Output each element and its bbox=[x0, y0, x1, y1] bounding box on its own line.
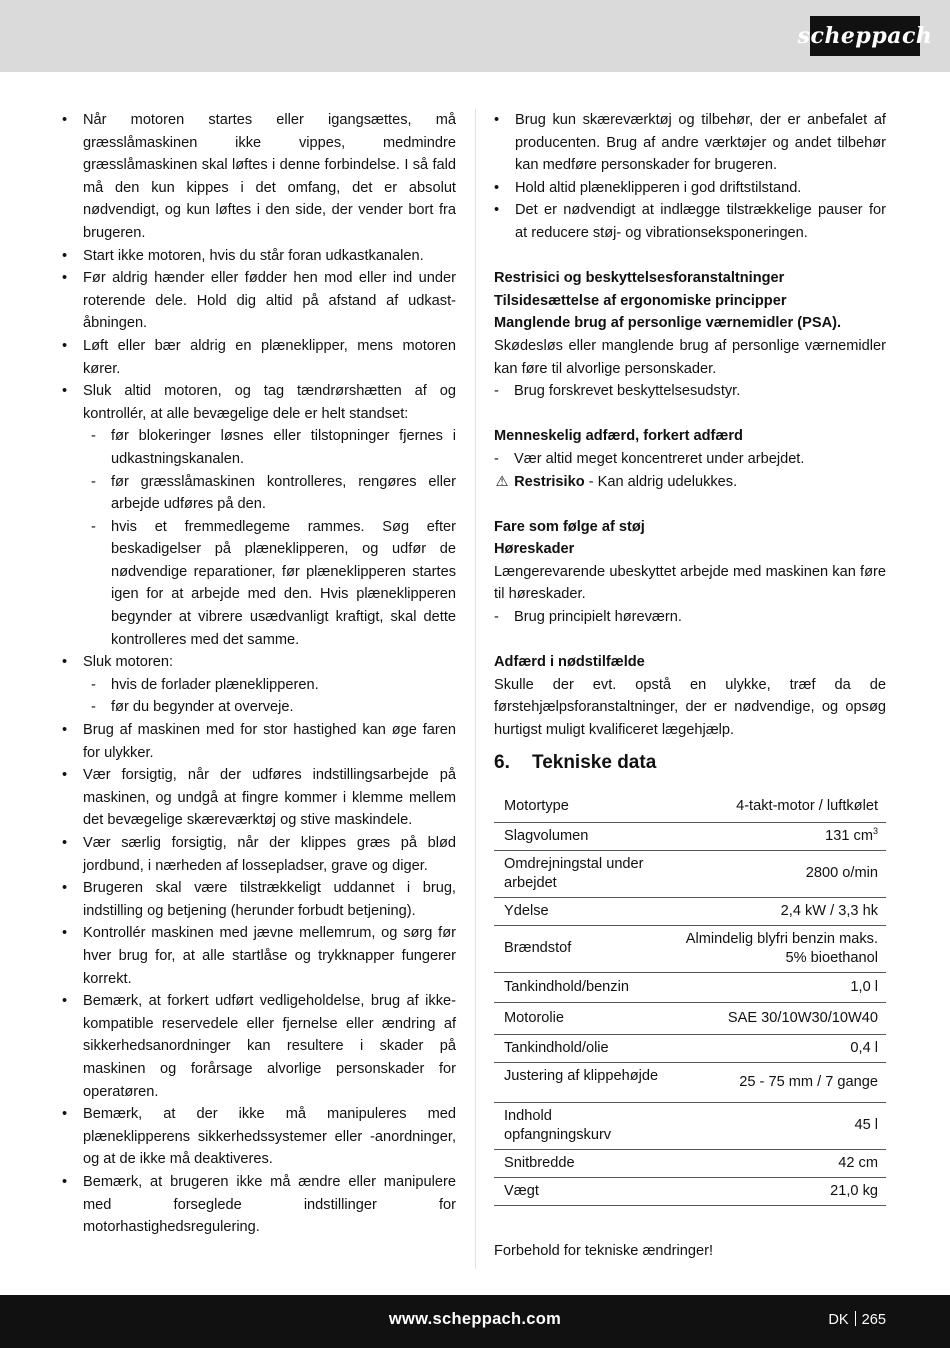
spec-value-text: 0,4 l bbox=[850, 1039, 878, 1056]
list-item: • Det er nødvendigt at indlægge tilstrækkelige pauser for at reducere støj- og vibrationseksponeringen. bbox=[494, 199, 886, 244]
warning-triangle-icon: ⚠ bbox=[495, 473, 509, 490]
section-title-text: Tekniske data bbox=[532, 751, 657, 773]
list-item bbox=[62, 651, 456, 719]
list-item-text: Når motoren startes eller igangsættes, må græsslåmaskinen ikke vippes, medmindre græsslåmaskinen skal løftes i denne forbindelse. I så fald må den kun kippes i det omfang, det er absolut nødvendigt, og kun løftes i den side, der vender bort fra brugeren. bbox=[83, 112, 456, 241]
list-item bbox=[62, 109, 456, 245]
section-title bbox=[494, 752, 886, 775]
list-item bbox=[62, 877, 456, 922]
list-item-text: Løft eller bær aldrig en plæneklipper, mens motoren kører. bbox=[83, 337, 456, 377]
column-divider bbox=[475, 109, 476, 1269]
spec-value-text: 4-takt-motor / luftkølet bbox=[736, 798, 878, 815]
language-code: DK bbox=[828, 1312, 849, 1328]
spec-value bbox=[670, 1062, 886, 1102]
list-item bbox=[62, 1171, 456, 1239]
footer-bar bbox=[0, 1295, 950, 1348]
spec-value-text: 2,4 kW / 3,3 hk bbox=[780, 902, 878, 919]
spec-value bbox=[670, 1102, 886, 1149]
spec-label: Motortype bbox=[494, 792, 670, 822]
heading-human-behaviour: Menneskelig adfærd, forkert adfærd bbox=[494, 428, 743, 445]
sub-list-item: - før græsslåmaskinen kontrolleres, rengøres eller arbejde udføres på den. bbox=[85, 471, 456, 516]
spec-row bbox=[494, 1102, 886, 1149]
page-num: 265 bbox=[861, 1312, 886, 1328]
section-number: 6. bbox=[494, 751, 510, 773]
list-item-text: Bemærk, at der ikke må manipuleres med plæneklipperens sikkerhedssystemer eller -anordninger, og at de ikke må deaktiveres. bbox=[83, 1106, 456, 1168]
spec-value bbox=[670, 897, 886, 925]
spec-row bbox=[494, 972, 886, 1002]
list-item bbox=[62, 1103, 456, 1171]
sub-list bbox=[83, 674, 456, 719]
spec-label: Tankindhold/benzin bbox=[494, 972, 670, 1002]
spec-row bbox=[494, 1002, 886, 1034]
spec-row bbox=[494, 1177, 886, 1205]
sub-list-item: - før blokeringer løsnes eller tilstopninger fjernes i udkastningskanalen. bbox=[85, 425, 456, 470]
list-item: • Hold altid plæneklipperen i god driftstilstand. bbox=[494, 177, 886, 200]
spec-value-text: 1,0 l bbox=[850, 978, 878, 995]
spec-value-text: 42 cm bbox=[838, 1154, 878, 1171]
list-item-text: Start ikke motoren, hvis du står foran udkastkanalen. bbox=[83, 247, 424, 264]
list-item-text: Bemærk, at forkert udført vedligeholdelse, brug af ikke-kompatible reservedele eller fjernelse eller ændring af sikkerhedsanordninger kan resultere i skader på maskinen og forårsage alvorlige personskader for operatøren. bbox=[83, 993, 456, 1100]
warning-label: Restrisiko bbox=[514, 473, 585, 490]
list-item-text: Brug af maskinen med for stor hastighed kan øge faren for ulykker. bbox=[83, 722, 456, 761]
heading-ppe: Manglende brug af personlige værnemidler (PSA). bbox=[494, 315, 842, 332]
spec-label: Snitbredde bbox=[494, 1149, 670, 1177]
spec-value-text: 25 - 75 mm / 7 gange bbox=[739, 1073, 878, 1090]
spec-value-text: 131 cm bbox=[825, 827, 873, 844]
heading-noise: Fare som følge af støj bbox=[494, 518, 645, 535]
spec-label: Justering af klippehøjde bbox=[494, 1062, 670, 1102]
list-item bbox=[62, 719, 456, 764]
footer-url[interactable]: www.scheppach.com bbox=[388, 1310, 562, 1328]
list-item: - Brug principielt høreværn. bbox=[494, 606, 886, 629]
list-item bbox=[62, 245, 456, 268]
ppe-dash-list bbox=[494, 380, 886, 403]
spec-row bbox=[494, 1062, 886, 1102]
spec-row bbox=[494, 792, 886, 822]
residual-risk-warning bbox=[494, 471, 886, 494]
spec-value-text: 45 l bbox=[854, 1117, 878, 1134]
spec-row bbox=[494, 1149, 886, 1177]
list-item: - Brug forskrevet beskyttelsesudstyr. bbox=[494, 380, 886, 403]
spec-value bbox=[670, 925, 886, 972]
spec-value-superscript: 3 bbox=[872, 825, 878, 836]
spec-label: Tankindhold/olie bbox=[494, 1034, 670, 1062]
page-number bbox=[828, 1311, 886, 1328]
sub-list-item: - hvis et fremmedlegeme rammes. Søg efter beskadigelser på plæneklipperen, og udfør de nødvendige reparationer, før plæneklipperen startes igen for at arbejde med den. Hvis plæneklipperen begynder at vibrere usædvanligt kraftigt, skal dette kontrolleres med det samme. bbox=[85, 516, 456, 652]
list-item: - Vær altid meget koncentreret under arbejdet. bbox=[494, 448, 886, 471]
warning-text: - Kan aldrig udelukkes. bbox=[584, 473, 738, 490]
left-column bbox=[62, 109, 456, 1239]
list-item bbox=[62, 832, 456, 877]
spec-value-text: 21,0 kg bbox=[830, 1182, 878, 1199]
spec-row bbox=[494, 1034, 886, 1062]
sub-list bbox=[83, 425, 456, 651]
page-separator bbox=[855, 1311, 856, 1326]
behaviour-dash-list bbox=[494, 448, 886, 471]
list-item-text: Bemærk, at brugeren ikke må ændre eller manipulere med forseglede indstillinger for motorhastighedsregulering. bbox=[83, 1173, 456, 1236]
spec-label: Ydelse bbox=[494, 897, 670, 925]
spec-row bbox=[494, 822, 886, 850]
list-item-text: Før aldrig hænder eller fødder hen mod eller ind under roterende dele. Hold dig altid på afstand af udkast-åbningen. bbox=[83, 270, 456, 332]
spec-value bbox=[670, 822, 886, 850]
scheppach-logo bbox=[797, 16, 933, 56]
noise-dash-list bbox=[494, 606, 886, 629]
sub-list-item: - hvis de forlader plæneklipperen. bbox=[85, 674, 456, 697]
heading-emergency: Adfærd i nødstilfælde bbox=[494, 654, 645, 671]
spec-value bbox=[670, 792, 886, 822]
spec-label: Brændstof bbox=[494, 925, 670, 972]
sub-list-item: - før du begynder at overveje. bbox=[85, 696, 456, 719]
list-item-text: Sluk motoren: bbox=[83, 654, 174, 671]
list-item-text: Vær særlig forsigtig, når der klippes græs på blød jordbund, i nærheden af lossepladser, grave og diger. bbox=[83, 835, 456, 874]
list-item: • Brug kun skæreværktøj og tilbehør, der er anbefalet af producenten. Brug af andre værktøjer og andet tilbehør kan medføre personskader for brugeren. bbox=[494, 109, 886, 177]
spec-value bbox=[670, 1002, 886, 1034]
technical-note: Forbehold for tekniske ændringer! bbox=[494, 1243, 714, 1259]
spec-label: Omdrejningstal under arbejdet bbox=[494, 850, 670, 897]
heading-residual-risks: Restrisici og beskyttelsesforanstaltninger bbox=[494, 270, 785, 287]
noise-body: Længerevarende ubeskyttet arbejde med maskinen kan føre til høreskader. bbox=[494, 563, 886, 603]
ppe-body: Skødesløs eller manglende brug af personlige værnemidler kan føre til alvorlige personskader. bbox=[494, 337, 886, 377]
spec-label: Slagvolumen bbox=[494, 822, 670, 850]
list-item-text: Vær forsigtig, når der udføres indstillingsarbejde på maskinen, og undgå at fingre kommer i klemme mellem det bevægelige skæreværktøj og stive maskindele. bbox=[83, 767, 456, 829]
safety-list bbox=[62, 109, 456, 1239]
heading-ergonomics: Tilsidesættelse af ergonomiske principper bbox=[494, 292, 787, 309]
spec-label: Vægt bbox=[494, 1177, 670, 1205]
spec-value-text: SAE 30/10W30/10W40 bbox=[727, 1009, 878, 1026]
list-item bbox=[62, 267, 456, 335]
spec-value bbox=[670, 972, 886, 1002]
list-item bbox=[62, 380, 456, 651]
spec-value-text: 2800 o/min bbox=[805, 865, 878, 882]
spec-row bbox=[494, 897, 886, 925]
list-item bbox=[62, 764, 456, 832]
spec-table bbox=[494, 792, 886, 1206]
header-bar bbox=[0, 0, 950, 72]
list-item bbox=[62, 335, 456, 380]
spec-value bbox=[670, 1177, 886, 1205]
list-item-text: Brugeren skal være tilstrækkeligt uddannet i brug, indstilling og betjening (herunder forbudt betjening). bbox=[83, 880, 456, 919]
list-item bbox=[62, 922, 456, 990]
right-column bbox=[494, 109, 886, 1206]
spec-value bbox=[670, 850, 886, 897]
list-item-text: Sluk altid motoren, og tag tændrørshætten af og kontrollér, at alle bevægelige dele er helt standset: bbox=[83, 383, 456, 422]
list-item-text: Kontrollér maskinen med jævne mellemrum, og sørg før hver brug for, at alle startlåse og trykknapper fungerer korrekt. bbox=[83, 925, 456, 987]
emergency-body: Skulle der evt. opstå en ulykke, træf da de førstehjælpsforanstaltninger, der er nødvendige, og opsøg hurtigst muligt kvalificeret lægehjælp. bbox=[494, 676, 886, 739]
spec-row bbox=[494, 850, 886, 897]
spec-value bbox=[670, 1034, 886, 1062]
heading-hearing: Høreskader bbox=[494, 541, 575, 558]
spec-label: Indhold opfangningskurv bbox=[494, 1102, 670, 1149]
list-item bbox=[62, 990, 456, 1103]
spec-value bbox=[670, 1149, 886, 1177]
logo-text: scheppach bbox=[797, 23, 933, 49]
tool-bullets bbox=[494, 109, 886, 245]
spec-value-text: Almindelig blyfri benzin maks. 5% bioethanol bbox=[685, 930, 878, 966]
spec-label: Motorolie bbox=[494, 1002, 670, 1034]
spec-row bbox=[494, 925, 886, 972]
